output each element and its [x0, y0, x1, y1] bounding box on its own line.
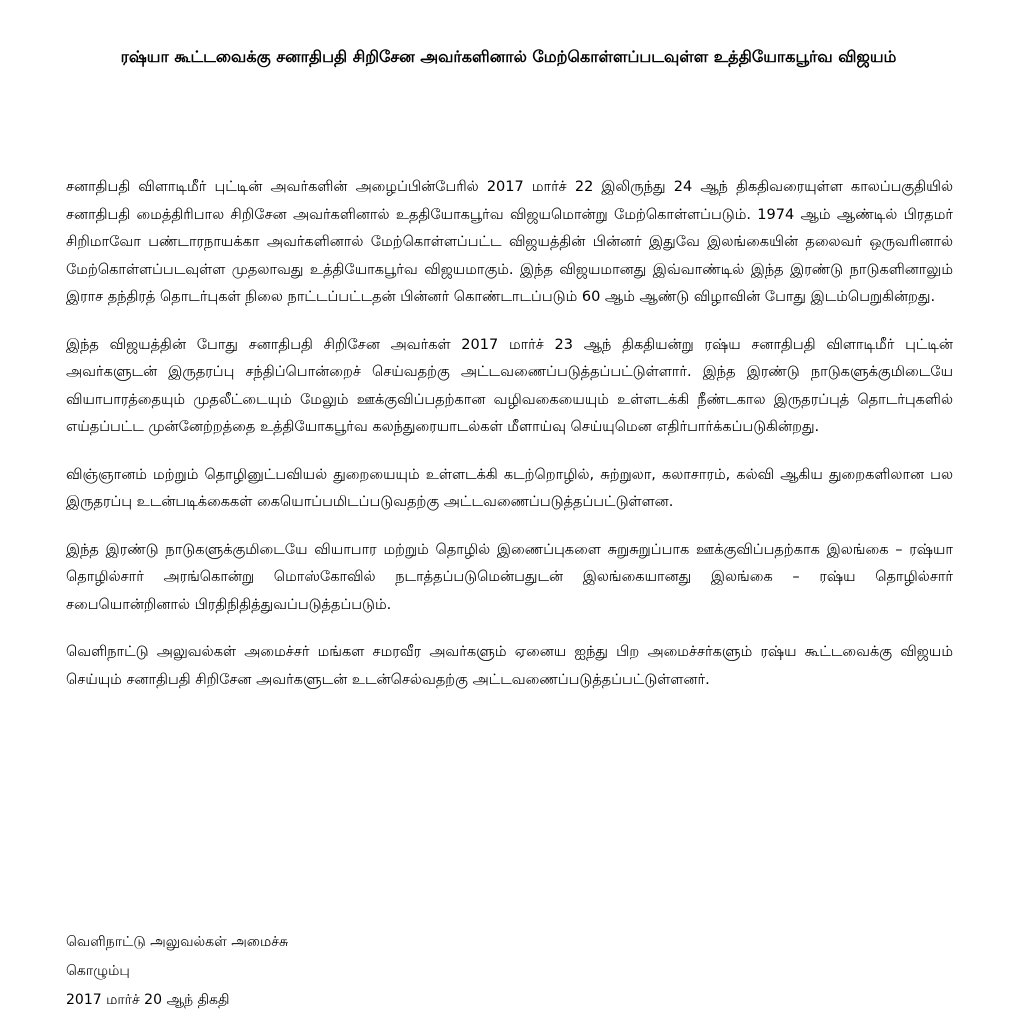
paragraph-3: விஞ்ஞானம் மற்றும் தொழினுட்பவியல் துறையையும் உள்ளடக்கி கடற்றொழில், சுற்றுலா, கலாசாரம், கல்வி ஆகிய துறைகளிலான பல இருதரப்பு உடன்படிக்கைகள் கையொப்பமிடப்படுவதற்கு அட்டவணைப்படுத்தப்பட்டுள்ளன.	[66, 466, 953, 510]
signature-city: கொழும்பு	[66, 963, 130, 979]
document-title: ரஷ்யா கூட்டவைக்கு சனாதிபதி சிறிசேன அவர்களினால் மேற்கொள்ளப்படவுள்ள உத்தியோகபூர்வ விஜயம்	[120, 47, 897, 66]
signature-ministry: வெளிநாட்டு அலுவல்கள் அமைச்சு	[66, 934, 289, 950]
signature-date: 2017 மார்ச் 20 ஆந் திகதி	[66, 992, 230, 1008]
paragraph-1: சனாதிபதி விளாடிமீர் புட்டின் அவர்களின் அழைப்பின்பேரில் 2017 மார்ச் 22 இலிருந்து 24 ஆந் திகதிவரையுள்ள காலப்பகுதியில் சனாதிபதி மைத்திரிபால சிறிசேன அவர்களினால் உததியோகபூர்வ விஜயமொன்று மேற்கொள்ளப்படும். 1974 ஆம் ஆண்டில் பிரதமர் சிறிமாவோ பண்டாரநாயக்கா அவர்களினால் மேற்கொள்ளப்பட்ட விஜயத்தின் பின்னர் இதுவே இலங்கையின் தலைவர் ஒருவரினால் மேற்கொள்ளப்படவுள்ள முதலாவது உத்தியோகபூர்வ விஜயமாகும். இந்த விஜயமானது இவ்வாண்டில் இந்த இரண்டு நாடுகளினாலும் இராச தந்திரத் தொடர்புகள் நிலை நாட்டப்பட்டதன் பின்னர் கொண்டாடப்படும் 60 ஆம் ஆண்டு விழாவின் போது இடம்பெறுகின்றது.	[66, 179, 953, 305]
signature-block	[66, 928, 288, 1015]
paragraph-2: இந்த விஜயத்தின் போது சனாதிபதி சிறிசேன அவர்கள் 2017 மார்ச் 23 ஆந் திகதியன்று ரஷ்ய சனாதிபதி விளாடிமீர் புட்டின் அவர்களுடன் இருதரப்பு சந்திப்பொன்றைச் செய்வதற்கு அட்டவணைப்படுத்தப்பட்டுள்ளார். இந்த இரண்டு நாடுகளுக்குமிடையே வியாபாரத்தையும் முதலீட்டையும் மேலும் ஊக்குவிப்பதற்கான வழிவகையையும் உள்ளடக்கி நீண்டகால இருதரப்புத் தொடர்புகளில் எய்தப்பட்ட முன்னேற்றத்தை உத்தியோகபூர்வ கலந்துரையாடல்கள் மீளாய்வு செய்யுமென எதிர்பார்க்கப்படுகின்றது.	[66, 336, 953, 435]
paragraph-5: வெளிநாட்டு அலுவல்கள் அமைச்சர் மங்கள சமரவீர அவர்களும் ஏனைய ஐந்து பிற அமைச்சர்களும் ரஷ்ய கூட்டவைக்கு விஜயம் செய்யும் சனாதிபதி சிறிசேன அவர்களுடன் உடன்செல்வதற்கு அட்டவணைப்படுத்தப்பட்டுள்ளனர்.	[66, 644, 953, 688]
document-body	[66, 174, 953, 714]
paragraph-4: இந்த இரண்டு நாடுகளுக்குமிடையே வியாபார மற்றும் தொழில் இணைப்புகளை சுறுசுறுப்பாக ஊக்குவிப்பதற்காக இலங்கை – ரஷ்யா தொழில்சார் அரங்கொன்று மொஸ்கோவில் நடாத்தப்படுமென்பதுடன் இலங்கையானது இலங்கை – ரஷ்ய தொழில்சார் சபையொன்றினால் பிரதிநிதித்துவப்படுத்தப்படும்.	[66, 541, 953, 613]
